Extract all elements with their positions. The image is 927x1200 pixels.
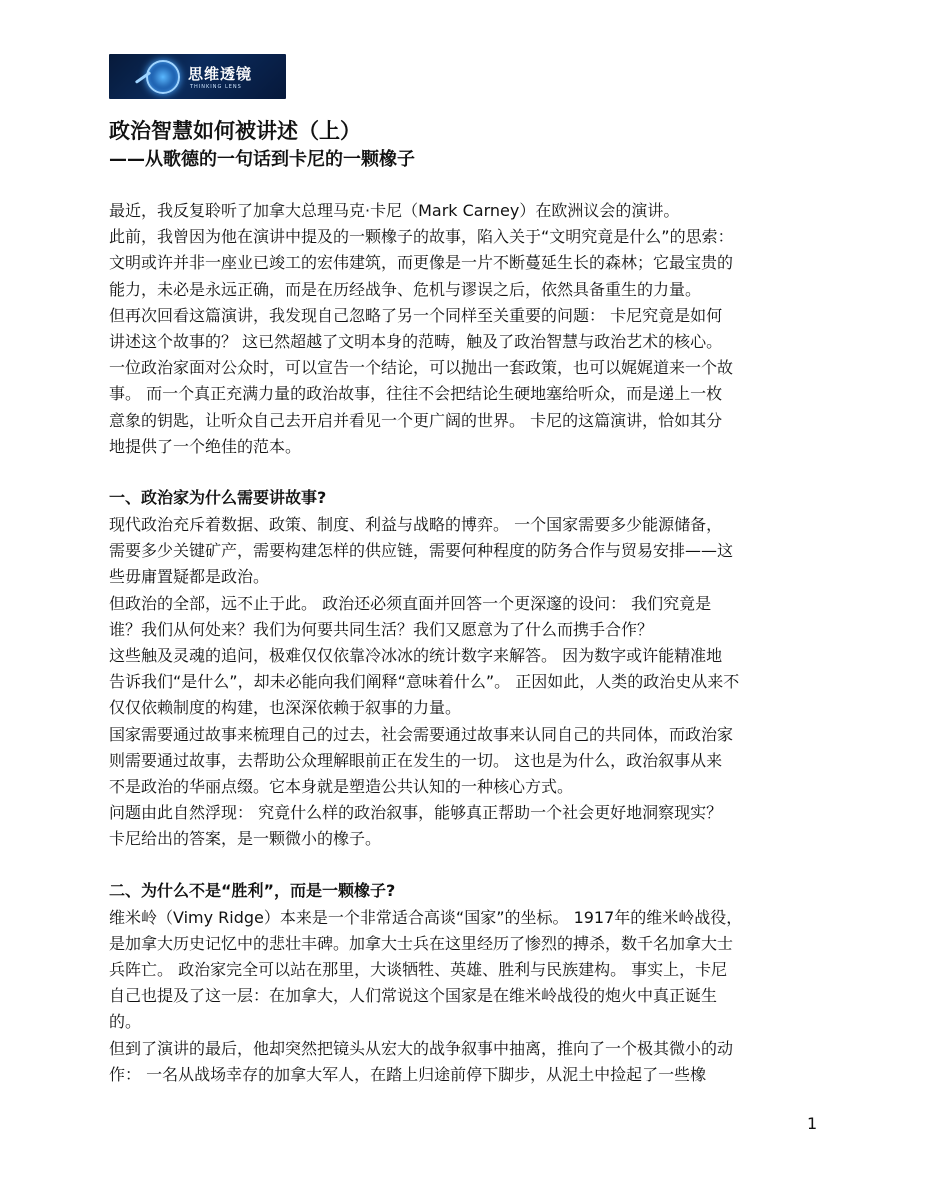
section-line: 这些触及灵魂的追问，极难仅仅依靠冷冰冰的统计数字来解答。 因为数字或许能精准地 xyxy=(109,646,723,666)
intro-line: 讲述这个故事的？ 这已然超越了文明本身的范畴，触及了政治智慧与政治艺术的核心。 xyxy=(109,332,723,352)
section-line: 兵阵亡。 政治家完全可以站在那里，大谈牺牲、英雄、胜利与民族建构。 事实上，卡尼 xyxy=(109,960,728,980)
intro-paragraphs xyxy=(109,198,819,460)
intro-line: 此前，我曾因为他在演讲中提及的一颗橡子的故事，陷入关于“文明究竟是什么”的思索： xyxy=(109,227,734,247)
intro-line: 事。 而一个真正充满力量的政治故事，往往不会把结论生硬地塞给听众，而是递上一枚 xyxy=(109,384,723,404)
section-line: 但政治的全部，远不止于此。 政治还必须直面并回答一个更深邃的设问： 我们究竟是 xyxy=(109,593,712,613)
page-number: 1 xyxy=(807,1114,818,1133)
section-line: 的。 xyxy=(109,1012,142,1032)
magnifying-lens-icon xyxy=(146,60,180,94)
intro-line: 最近，我反复聆听了加拿大总理马克·卡尼（Mark Carney）在欧洲议会的演讲。 xyxy=(109,201,680,220)
section-line: 卡尼给出的答案，是一颗微小的橡子。 xyxy=(109,829,382,849)
section-line: 些毋庸置疑都是政治。 xyxy=(109,567,270,587)
section-line: 谁？我们从何处来？我们为何要共同生活？我们又愿意为了什么而携手合作？ xyxy=(109,619,654,639)
section-line: 告诉我们“是什么”，却未必能向我们阐释“意味着什么”。 正因如此，人类的政治史从来不 xyxy=(109,672,740,692)
section-line: 维米岭（Vimy Ridge）本来是一个非常适合高谈“国家”的坐标。 1917年的维米岭战役， xyxy=(109,907,743,927)
intro-line: 能力，未必是永远正确，而是在历经战争、危机与谬误之后，依然具备重生的力量。 xyxy=(109,279,702,299)
section-1 xyxy=(109,484,819,853)
intro-line: 地提供了一个绝佳的范本。 xyxy=(109,436,302,456)
section-line: 自己也提及了这一层：在加拿大，人们常说这个国家是在维米岭战役的炮火中真正诞生 xyxy=(109,986,718,1006)
section-heading: 一、政治家为什么需要讲故事? xyxy=(109,488,327,508)
section-line: 问题由此自然浮现： 究竟什么样的政治叙事，能够真正帮助一个社会更好地洞察现实？ xyxy=(109,803,723,823)
intro-line: 一位政治家面对公众时，可以宣告一个结论，可以抛出一套政策，也可以娓娓道来一个故 xyxy=(109,358,734,378)
intro-line: 文明或许并非一座业已竣工的宏伟建筑，而更像是一片不断蔓延生长的森林；它最宝贵的 xyxy=(109,253,734,273)
section-line: 但到了演讲的最后，他却突然把镜头从宏大的战争叙事中抽离，推向了一个极其微小的动 xyxy=(109,1038,734,1058)
section-line: 则需要通过故事，去帮助公众理解眼前正在发生的一切。 这也是为什么，政治叙事从来 xyxy=(109,750,723,770)
section-heading: 二、为什么不是“胜利”，而是一颗橡子? xyxy=(109,880,396,900)
page-title: 政治智慧如何被讲述（上） xyxy=(109,119,361,143)
section-line: 现代政治充斥着数据、政策、制度、利益与战略的博弈。 一个国家需要多少能源储备， xyxy=(109,515,723,535)
section-line: 作： 一名从战场幸存的加拿大军人，在踏上归途前停下脚步，从泥土中捡起了一些橡 xyxy=(109,1064,707,1084)
section-2 xyxy=(109,877,819,1088)
intro-line: 但再次回看这篇演讲，我发现自己忽略了另一个同样至关重要的问题： 卡尼究竟是如何 xyxy=(109,305,723,325)
logo-name-cn: 思维透镜 xyxy=(188,65,253,83)
page-subtitle: ——从歌德的一句话到卡尼的一颗橡子 xyxy=(109,149,415,170)
intro-line: 意象的钥匙，让听众自己去开启并看见一个更广阔的世界。 卡尼的这篇演讲，恰如其分 xyxy=(109,410,723,430)
logo-name-en: THINKING LENS xyxy=(190,84,242,90)
section-line: 仅仅依赖制度的构建，也深深依赖于叙事的力量。 xyxy=(109,698,462,718)
article-body xyxy=(109,116,819,1088)
section-line: 不是政治的华丽点缀。它本身就是塑造公共认知的一种核心方式。 xyxy=(109,777,574,797)
section-line: 需要多少关键矿产，需要构建怎样的供应链，需要何种程度的防务合作与贸易安排——这 xyxy=(109,541,734,561)
brand-logo xyxy=(109,54,286,99)
section-line: 国家需要通过故事来梳理自己的过去，社会需要通过故事来认同自己的共同体，而政治家 xyxy=(109,724,734,744)
section-line: 是加拿大历史记忆中的悲壮丰碑。加拿大士兵在这里经历了惨烈的搏杀，数千名加拿大士 xyxy=(109,933,734,953)
